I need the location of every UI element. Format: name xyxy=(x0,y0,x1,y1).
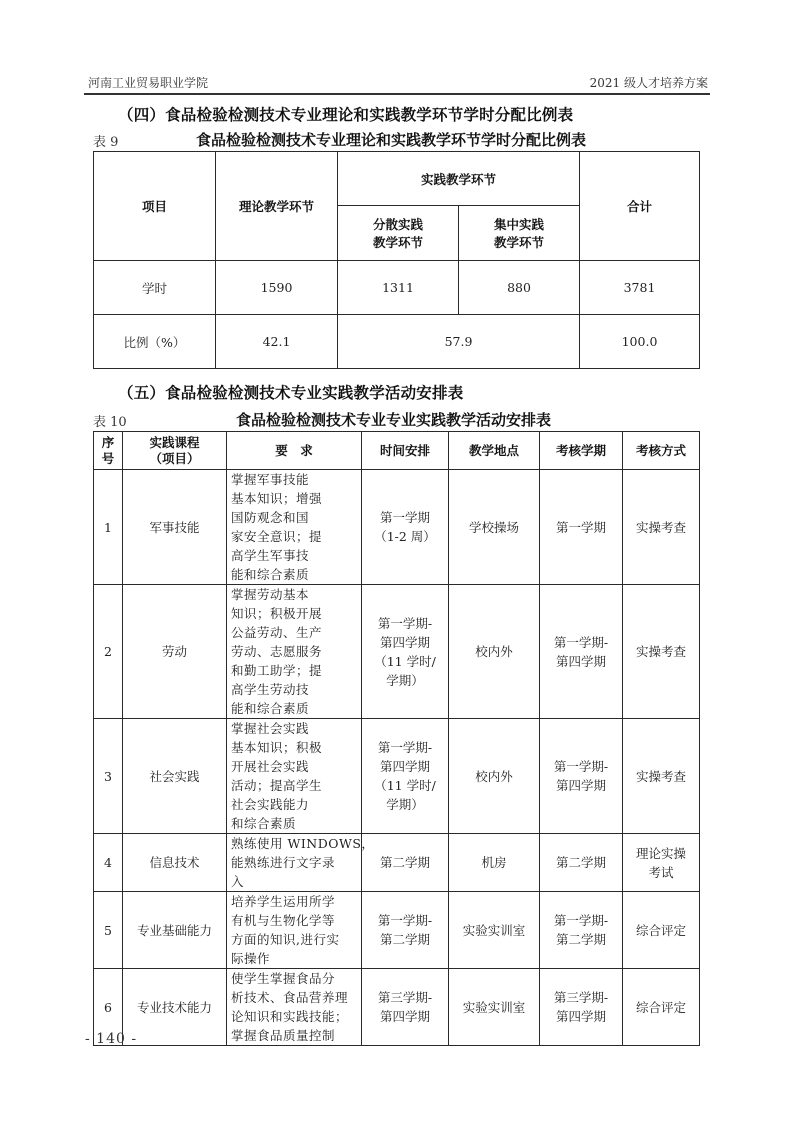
cell-requirement-line: 论知识和实践技能； xyxy=(231,1009,349,1024)
cell-place: 校内外 xyxy=(449,585,540,719)
header-term: 考核学期 xyxy=(540,432,623,470)
section-5-heading: （五）食品检验检测技术专业实践教学活动安排表 xyxy=(118,384,464,402)
cell-concentrated: 880 xyxy=(459,261,580,315)
cell-requirement-line: 和综合素质 xyxy=(231,816,297,831)
cell-term xyxy=(540,834,623,892)
cell-course: 军事技能 xyxy=(123,470,227,585)
cell-course: 专业技术能力 xyxy=(123,969,227,1046)
cell-term-line: 第二学期 xyxy=(555,855,606,870)
cell-method xyxy=(623,719,700,834)
cell-term-line: 第二学期 xyxy=(555,932,606,947)
cell-course: 信息技术 xyxy=(123,834,227,892)
cell-requirement xyxy=(227,834,375,892)
table-row-hours xyxy=(94,261,700,315)
cell-method-line: 实操考查 xyxy=(635,644,686,659)
section-4-heading: （四）食品检验检测技术专业理论和实践教学环节学时分配比例表 xyxy=(118,106,574,124)
header-course-line: 实践课程 xyxy=(149,434,200,450)
cell-term xyxy=(540,969,623,1046)
cell-dispersed: 1311 xyxy=(338,261,459,315)
cell-time-line: 第三学期- xyxy=(377,990,433,1005)
school-name: 河南工业贸易职业学院 xyxy=(88,76,209,90)
cell-method xyxy=(623,585,700,719)
cell-course: 社会实践 xyxy=(123,719,227,834)
cell-total: 100.0 xyxy=(580,315,700,369)
cell-theory: 42.1 xyxy=(216,315,338,369)
cell-seq: 2 xyxy=(94,585,123,719)
cell-requirement xyxy=(227,892,362,969)
cell-method-line: 考试 xyxy=(648,864,674,880)
header-seq xyxy=(94,432,123,470)
cell-time xyxy=(362,719,449,834)
table-10 xyxy=(93,431,700,1046)
table-row xyxy=(94,585,700,719)
cell-requirement xyxy=(227,470,362,585)
cell-requirement xyxy=(227,719,362,834)
header-concentrated-line: 集中实践 xyxy=(494,217,545,232)
cell-requirement-line: 开展社会实践 xyxy=(231,759,310,774)
cell-requirement-line: 基本知识；积极 xyxy=(231,740,323,755)
cell-time-line: 第一学期 xyxy=(379,510,430,525)
cell-term-line: 第一学期- xyxy=(553,913,609,928)
cell-time-line: 第一学期- xyxy=(377,615,433,631)
cell-requirement-line: 活动；提高学生 xyxy=(231,778,323,793)
cell-requirement-line: 和勤工助学；提 xyxy=(231,663,323,678)
cell-term-line: 第一学期- xyxy=(553,634,609,650)
cell-time-line: 第四学期 xyxy=(379,1009,430,1024)
cell-time-line: 第一学期- xyxy=(377,740,433,755)
cell-time-line: 第一学期- xyxy=(377,913,433,928)
cell-seq: 5 xyxy=(94,892,123,969)
table-row xyxy=(94,969,700,1046)
cell-requirement xyxy=(227,585,362,719)
row-label: 比例（%） xyxy=(94,315,216,369)
cell-method-line: 综合评定 xyxy=(635,999,686,1015)
cell-time xyxy=(362,470,449,585)
cell-requirement xyxy=(227,969,362,1046)
table-10-title: 食品检验检测技术专业专业实践教学活动安排表 xyxy=(236,411,552,429)
table-9-number: 表 9 xyxy=(93,135,119,150)
cell-requirement-line: 家安全意识；提 xyxy=(231,529,323,544)
cell-term xyxy=(540,470,623,585)
cell-place: 实验实训室 xyxy=(449,892,540,969)
cell-time-line: 第四学期 xyxy=(379,759,430,774)
cell-requirement-line: 培养学生运用所学 xyxy=(231,894,336,909)
cell-requirement-line: 熟练使用 WINDOWS， xyxy=(231,836,375,851)
cell-time xyxy=(362,969,449,1046)
cell-method-line: 实操考查 xyxy=(635,519,686,535)
header-dispersed-line: 分散实践 xyxy=(372,217,423,232)
table-row-ratio xyxy=(94,315,700,369)
header-time: 时间安排 xyxy=(362,432,449,470)
header-seq-line: 序 xyxy=(101,434,115,450)
cell-course: 专业基础能力 xyxy=(123,892,227,969)
cell-requirement-line: 能和综合素质 xyxy=(231,701,310,716)
header-total: 合计 xyxy=(580,152,700,261)
cell-requirement-line: 掌握劳动基本 xyxy=(231,587,310,602)
cell-seq: 4 xyxy=(94,834,123,892)
cell-place: 校内外 xyxy=(449,719,540,834)
cell-requirement-line: 社会实践能力 xyxy=(231,797,310,812)
table-row xyxy=(94,719,700,834)
cell-term-line: 第一学期 xyxy=(555,519,606,535)
cell-requirement-line: 高学生劳动技 xyxy=(231,682,310,697)
header-concentrated-line: 教学环节 xyxy=(494,235,545,250)
cell-term xyxy=(540,892,623,969)
table-9 xyxy=(93,151,700,369)
cell-requirement-line: 基本知识；增强 xyxy=(231,491,323,506)
cell-time-line: 学期） xyxy=(386,797,424,812)
cell-seq: 6 xyxy=(94,969,123,1046)
cell-requirement-line: 公益劳动、生产 xyxy=(231,625,323,640)
header-method: 考核方式 xyxy=(623,432,700,470)
cell-time-line: （11 学时/ xyxy=(374,653,436,669)
cell-place: 机房 xyxy=(449,834,540,892)
header-dispersed-line: 教学环节 xyxy=(372,235,423,250)
header-dispersed xyxy=(338,206,459,261)
cell-total: 3781 xyxy=(580,261,700,315)
cell-seq: 1 xyxy=(94,470,123,585)
header-practice: 实践教学环节 xyxy=(338,152,580,206)
page-header xyxy=(84,74,710,92)
cell-requirement-line: 能熟练进行文字录 xyxy=(231,855,336,870)
cell-requirement-line: 际操作 xyxy=(231,951,271,966)
cell-time-line: 学期） xyxy=(386,672,424,688)
cell-requirement-line: 知识；积极开展 xyxy=(231,606,323,621)
cell-method xyxy=(623,892,700,969)
cell-method-line: 实操考查 xyxy=(635,768,686,784)
cell-requirement-line: 能和综合素质 xyxy=(231,567,310,582)
document-name: 2021 级人才培养方案 xyxy=(589,76,708,90)
cell-place: 学校操场 xyxy=(449,470,540,585)
cell-method xyxy=(623,969,700,1046)
cell-requirement-line: 方面的知识,进行实 xyxy=(231,932,340,947)
header-item: 项目 xyxy=(94,152,216,261)
cell-requirement-line: 掌握军事技能 xyxy=(231,472,310,487)
table-10-header xyxy=(94,432,700,470)
cell-method-line: 理论实操 xyxy=(635,845,686,861)
header-theory: 理论教学环节 xyxy=(216,152,338,261)
cell-term-line: 第三学期- xyxy=(553,990,609,1005)
cell-term xyxy=(540,585,623,719)
cell-method-line: 综合评定 xyxy=(635,922,686,938)
table-row xyxy=(94,470,700,585)
cell-term-line: 第四学期 xyxy=(555,1009,606,1024)
cell-method xyxy=(623,470,700,585)
cell-course: 劳动 xyxy=(123,585,227,719)
cell-term-line: 第四学期 xyxy=(555,778,606,793)
cell-requirement-line: 劳动、志愿服务 xyxy=(231,644,323,659)
cell-time xyxy=(362,892,449,969)
cell-requirement-line: 使学生掌握食品分 xyxy=(231,971,336,986)
header-concentrated xyxy=(459,206,580,261)
cell-requirement-line: 高学生军事技 xyxy=(231,548,310,563)
table-10-number: 表 10 xyxy=(93,415,127,430)
header-requirement: 要 求 xyxy=(227,432,362,470)
cell-seq: 3 xyxy=(94,719,123,834)
cell-time xyxy=(362,834,449,892)
cell-term-line: 第一学期- xyxy=(553,759,609,774)
header-course-line: （项目） xyxy=(149,450,200,466)
cell-term-line: 第四学期 xyxy=(555,653,606,669)
cell-time-line: （11 学时/ xyxy=(374,778,436,793)
table-9-title: 食品检验检测技术专业理论和实践教学环节学时分配比例表 xyxy=(196,131,587,149)
cell-term xyxy=(540,719,623,834)
table-row xyxy=(94,892,700,969)
table-10-body xyxy=(94,470,700,1046)
cell-theory: 1590 xyxy=(216,261,338,315)
cell-time-line: 第四学期 xyxy=(379,634,430,650)
cell-requirement-line: 掌握食品质量控制 xyxy=(231,1028,336,1043)
table-row xyxy=(94,834,700,892)
cell-time-line: 第二学期 xyxy=(379,932,430,947)
cell-requirement-line: 析技术、食品营养理 xyxy=(231,990,349,1005)
cell-method xyxy=(623,834,700,892)
cell-requirement-line: 有机与生物化学等 xyxy=(231,913,336,928)
page-number: - 140 - xyxy=(85,1031,138,1047)
cell-requirement-line: 掌握社会实践 xyxy=(231,721,310,736)
row-label: 学时 xyxy=(94,261,216,315)
header-course xyxy=(123,432,227,470)
header-rule xyxy=(84,93,710,95)
cell-time-line: （1-2 周） xyxy=(374,529,436,544)
cell-requirement-line: 入 xyxy=(231,874,245,889)
cell-time-line: 第二学期 xyxy=(379,855,430,870)
cell-requirement-line: 国防观念和国 xyxy=(231,510,310,525)
cell-practice: 57.9 xyxy=(338,315,580,369)
header-place: 教学地点 xyxy=(449,432,540,470)
cell-place: 实验实训室 xyxy=(449,969,540,1046)
header-seq-line: 号 xyxy=(101,450,115,466)
cell-time xyxy=(362,585,449,719)
